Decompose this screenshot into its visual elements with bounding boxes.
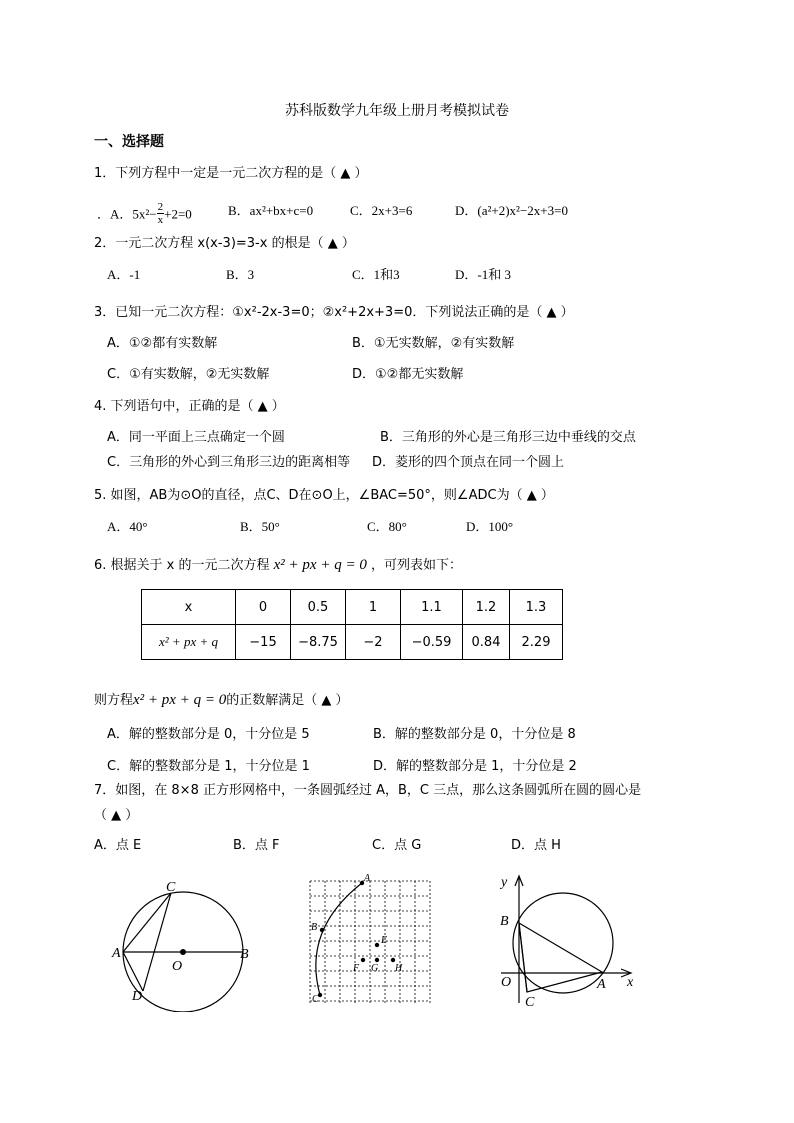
q2-option-d: D．-1和 3: [455, 267, 511, 282]
fig2-grid: [310, 881, 430, 1003]
table-cell: 0: [236, 590, 291, 625]
q2-option-c: C．1和3: [352, 267, 400, 282]
table-cell: −2: [346, 625, 401, 660]
fig1-label: C: [166, 880, 176, 895]
fig2-point-b: [320, 928, 324, 932]
fig1-center-point: [180, 949, 186, 955]
q5-option-b: B．50°: [240, 519, 280, 534]
q7-option-d: D．点 H: [511, 838, 561, 853]
q6-then-suffix: 的正数解满足（ ▲ ）: [226, 693, 349, 708]
fig2-point-g: [375, 958, 379, 962]
question-3-stem: 3．已知一元二次方程：①x²-2x-3=0；②x²+2x+3=0．下列说法正确的是（ ▲ ）: [94, 305, 574, 320]
table-cell: −15: [236, 625, 291, 660]
q3-option-b: B．①无实数解，②有实数解: [352, 336, 515, 351]
fig2-point-h: [391, 958, 395, 962]
question-2-stem: 2．一元二次方程 x(x-3)=3-x 的根是（ ▲ ）: [94, 236, 355, 251]
fig1-segment-cd: [143, 893, 171, 991]
q1-option-b: B．ax²+bx+c=0: [228, 203, 314, 218]
q6-stem-prefix: 6. 根据关于 x 的一元二次方程: [94, 558, 270, 573]
q7-option-a: A．点 E: [94, 838, 142, 853]
question-5-stem: 5. 如图，AB为⊙O的直径，点C、D在⊙O上，∠BAC=50°，则∠ADC为（ ▲ ）: [94, 488, 554, 503]
table-row-label: x² + px + q: [142, 625, 236, 660]
table-header-row: [142, 590, 563, 625]
table-cell: x: [142, 590, 236, 625]
section-heading: 一、选择题: [94, 134, 164, 150]
q4-option-b: B．三角形的外心是三角形三边中垂线的交点: [380, 430, 636, 445]
question-4-stem: 4. 下列语句中，正确的是（ ▲ ）: [94, 399, 285, 414]
fig1-label: O: [172, 959, 183, 974]
figure-grid-arc: [300, 870, 440, 1010]
table-cell: −8.75: [291, 625, 346, 660]
q7-option-c: C．点 G: [372, 838, 422, 853]
figure-circle-diameter: [108, 872, 258, 1012]
q6-option-b: B．解的整数部分是 0，十分位是 8: [373, 727, 576, 742]
fig2-label: C: [312, 994, 319, 1005]
q1-option-a-prefix: ．A．5x²−: [97, 206, 157, 222]
q1-option-c: C．2x+3=6: [350, 203, 413, 218]
q6-option-c: C．解的整数部分是 1，十分位是 1: [107, 759, 310, 774]
q3-option-a: A．①②都有实数解: [107, 336, 218, 351]
q6-stem-suffix: ，可列表如下：: [370, 558, 462, 573]
fig2-point-f: [361, 958, 365, 962]
q2-option-b: B．3: [226, 267, 255, 282]
fig1-label: D: [132, 989, 143, 1004]
question-6-stem: [94, 557, 462, 574]
fig2-label: E: [381, 935, 388, 946]
q1-option-a-suffix: +2=0: [164, 206, 192, 222]
table-row: [142, 625, 563, 660]
table-cell: 0.84: [463, 625, 510, 660]
fig2-label: H: [395, 963, 403, 974]
q6-then-equation: x² + px + q = 0: [133, 692, 227, 708]
q6-equation: x² + px + q = 0: [273, 557, 367, 573]
fig2-label: G: [371, 963, 379, 974]
q5-option-d: D．100°: [466, 519, 514, 534]
q3-option-c: C．①有实数解，②无实数解: [107, 367, 270, 382]
q1-fraction-denominator: x: [157, 214, 164, 226]
table-cell: 1: [346, 590, 401, 625]
q4-option-a: A．同一平面上三点确定一个圆: [107, 430, 285, 445]
fig3-label: O: [501, 975, 512, 990]
q6-option-d: D．解的整数部分是 1，十分位是 2: [373, 759, 577, 774]
fig3-label: C: [525, 995, 535, 1010]
fig1-label: B: [240, 947, 249, 962]
q6-table: [141, 589, 563, 660]
q6-then-prefix: 则方程: [94, 693, 134, 708]
fig1-label: A: [112, 946, 121, 961]
q4-option-d: D．菱形的四个顶点在同一个圆上: [372, 455, 565, 470]
question-1-stem: 1．下列方程中一定是一元二次方程的是（ ▲ ）: [94, 166, 368, 181]
q1-option-a: [97, 203, 192, 228]
q6-then-line: [94, 692, 348, 709]
table-cell: 2.29: [510, 625, 563, 660]
page-title: 苏科版数学九年级上册月考模拟试卷: [285, 103, 509, 119]
fig3-label: x: [627, 975, 634, 990]
table-cell: −0.59: [401, 625, 463, 660]
table-cell: 1.1: [401, 590, 463, 625]
question-7-stem: 7．如图，在 8×8 正方形网格中，一条圆弧经过 A，B，C 三点，那么这条圆弧所在圆的圆心是: [94, 783, 642, 798]
question-7-stem-cont: （ ▲ ）: [94, 808, 139, 823]
table-cell: 1.3: [510, 590, 563, 625]
fig3-label: y: [501, 875, 508, 890]
q2-option-a: A．-1: [107, 267, 141, 282]
q1-fraction: [157, 201, 165, 226]
q5-option-c: C．80°: [367, 519, 407, 534]
q6-option-a: A．解的整数部分是 0，十分位是 5: [107, 727, 310, 742]
figure-coordinate-circle: [495, 868, 645, 1013]
table-cell: 1.2: [463, 590, 510, 625]
fig3-segment-bc: [519, 923, 527, 992]
fig3-label: A: [597, 977, 606, 992]
q1-fraction-numerator: 2: [157, 201, 164, 213]
fig2-label: F: [353, 963, 360, 974]
q4-option-c: C．三角形的外心到三角形三边的距离相等: [107, 455, 351, 470]
q5-option-a: A．40°: [107, 519, 148, 534]
fig3-label: B: [500, 914, 509, 929]
q3-option-d: D．①②都无实数解: [352, 367, 464, 382]
q1-option-d: D．(a²+2)x²−2x+3=0: [455, 203, 568, 218]
table-cell: 0.5: [291, 590, 346, 625]
fig2-label: A: [364, 873, 371, 884]
q7-option-b: B．点 F: [233, 838, 280, 853]
fig2-label: B: [311, 922, 318, 933]
fig2-point-e: [375, 943, 379, 947]
